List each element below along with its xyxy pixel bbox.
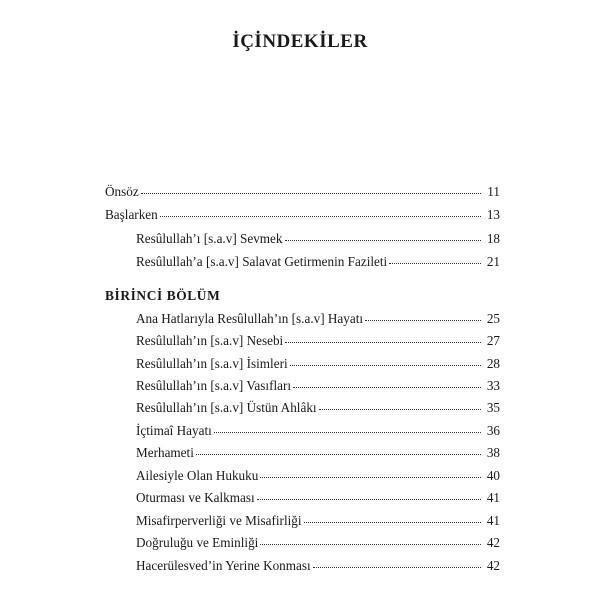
toc-entry-sevmek[interactable]	[136, 231, 500, 247]
toc-entry-label: Ailesiyle Olan Hukuku	[136, 468, 259, 483]
toc-entry-page: 41	[486, 490, 500, 505]
toc-entry-label: Doğruluğu ve Eminliği	[136, 535, 259, 550]
toc-entry-nesebi[interactable]	[136, 333, 500, 349]
toc-entry-page: 42	[486, 535, 500, 550]
dot-leader	[313, 561, 481, 568]
toc-entry-page: 36	[486, 423, 500, 438]
toc-entry-hayati[interactable]	[136, 311, 500, 327]
toc-entry-page: 41	[486, 513, 500, 528]
toc-entry-dogrulugu[interactable]	[136, 535, 500, 551]
dot-leader	[293, 381, 481, 388]
toc-entry-misafirperverligi[interactable]	[136, 513, 500, 529]
dot-leader	[214, 426, 481, 433]
toc-entry-oturmasi[interactable]	[136, 490, 500, 506]
toc-entry-isimleri[interactable]	[136, 356, 500, 372]
page-title: İÇİNDEKİLER	[232, 31, 368, 52]
toc-entry-salavat[interactable]	[136, 254, 500, 270]
toc-entry-label: Ana Hatlarıyla Resûlullah’ın [s.a.v] Hayatı	[136, 311, 364, 326]
toc-entry-page: 21	[486, 254, 500, 269]
toc-entry-label: Resûlullah’ın [s.a.v] İsimleri	[136, 356, 288, 371]
toc-entry-page: 11	[487, 184, 500, 199]
toc-entry-label: Resûlullah’ın [s.a.v] Nesebi	[136, 333, 284, 348]
toc-entry-label: Resûlullah’ı [s.a.v] Sevmek	[136, 231, 283, 246]
dot-leader	[141, 187, 481, 194]
toc-entry-label: İçtimaî Hayatı	[136, 423, 212, 438]
toc-entry-page: 13	[486, 207, 500, 222]
dot-leader	[319, 403, 481, 410]
dot-leader	[365, 314, 481, 321]
toc-entry-page: 18	[486, 231, 500, 246]
toc-entry-label: Resûlullah’ın [s.a.v] Üstün Ahlâkı	[136, 400, 317, 415]
dot-leader	[257, 493, 481, 500]
toc-entry-page: 28	[486, 356, 500, 371]
dot-leader	[285, 234, 482, 241]
toc-entry-page: 33	[486, 378, 500, 393]
toc-entry-onsoz[interactable]	[105, 184, 500, 200]
dot-leader	[260, 538, 481, 545]
dot-leader	[260, 471, 481, 478]
section-heading: BİRİNCİ BÖLÜM	[105, 288, 221, 303]
toc-entry-label: Oturması ve Kalkması	[136, 490, 255, 505]
dot-leader	[196, 448, 481, 455]
toc-entry-vasiflari[interactable]	[136, 378, 500, 394]
toc-entry-label: Önsöz	[105, 184, 139, 199]
dot-leader	[285, 336, 481, 343]
toc-entry-ahlaki[interactable]	[136, 400, 500, 416]
toc-entry-page: 42	[486, 558, 500, 573]
toc-entry-label: Resûlullah’ın [s.a.v] Vasıfları	[136, 378, 292, 393]
toc-entry-ailesiyle[interactable]	[136, 468, 500, 484]
toc-entry-label: Resûlullah’a [s.a.v] Salavat Getirmenin Fazileti	[136, 254, 388, 269]
toc-entry-page: 27	[486, 333, 500, 348]
toc-entry-page: 40	[486, 468, 500, 483]
dot-leader	[304, 516, 481, 523]
toc-entry-label: Hacerülesved’in Yerine Konması	[136, 558, 311, 573]
toc-entry-page: 35	[486, 400, 500, 415]
dot-leader	[389, 257, 481, 264]
toc-entry-page: 38	[486, 445, 500, 460]
toc-entry-label: Misafirperverliği ve Misafirliği	[136, 513, 302, 528]
toc-entry-page: 25	[486, 311, 500, 326]
dot-leader	[290, 359, 481, 366]
dot-leader	[160, 210, 481, 217]
toc-entry-label: Başlarken	[105, 207, 158, 222]
toc-entry-baslarken[interactable]	[105, 207, 500, 223]
toc-entry-ictimai[interactable]	[136, 423, 500, 439]
toc-entry-merhameti[interactable]	[136, 445, 500, 461]
toc-entry-label: Merhameti	[136, 445, 194, 460]
toc-entry-hacerulesved[interactable]	[136, 558, 500, 574]
